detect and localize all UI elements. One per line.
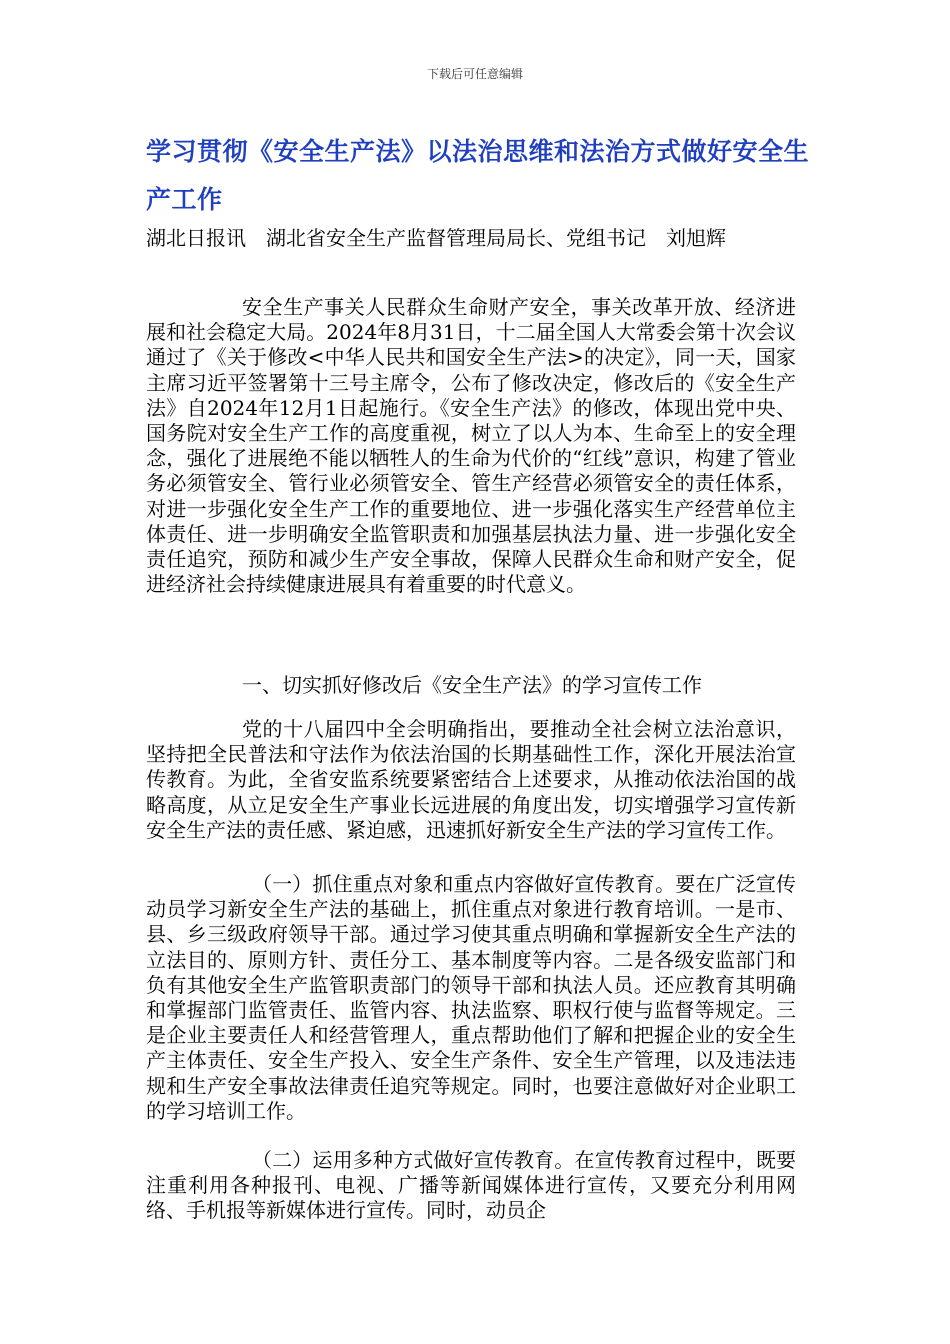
header-note: 下载后可任意编辑 — [426, 67, 523, 81]
article-title: 学习贯彻《安全生产法》以法治思维和法治方式做好安全生产工作 — [146, 137, 810, 214]
paragraph-subsection-1: （一）抓住重点对象和重点内容做好宣传教育。要在广泛宣传动员学习新安全生产法的基础上，抓住重点对象进行教育培训。一是市、县、乡三级政府领导干部。通过学习使其重点明确和掌握新安全生产法的立法目的、原则方针、责任分工、基本制度等内容。二是各级安监部门和负有其他安全生产监管职责部门的领导干部和执法人员。还应教育其明确和掌握部门监管责任、监管内容、执法监察、职权行使与监督等规定。三是企业主要责任人和经营管理人，重点帮助他们了解和把握企业的安全生产主体责任、安全生产投入、安全生产条件、安全生产管理，以及违法违规和生产安全事故法律责任追究等规定。同时，也要注意做好对企业职工的学习培训工作。 — [146, 872, 796, 1123]
paragraph-intro: 安全生产事关人民群众生命财产安全，事关改革开放、经济进展和社会稳定大局。2024年8月31日，十二届全国人大常委会第十次会议通过了《关于修改<中华人民共和国安全生产法>的决定》，同一天，国家主席习近平签署第十三号主席令，公布了修改决定，修改后的《安全生产法》自2024年12月1日起施行。《安全生产法》的修改，体现出党中央、国务院对安全生产工作的高度重视，树立了以人为本、生命至上的安全理念，强化了进展绝不能以牺牲人的生命为代价的“红线”意识，构建了管业务必须管安全、管行业必须管安全、管生产经营必须管安全的责任体系，对进一步强化安全生产工作的重要地位、进一步强化落实生产经营单位主体责任、进一步明确安全监管职责和加强基层执法力量、进一步强化安全责任追究，预防和减少生产安全事故，保障人民群众生命和财产安全，促进经济社会持续健康进展具有着重要的时代意义。 — [146, 295, 796, 597]
article-byline: 湖北日报讯 湖北省安全生产监督管理局局长、党组书记 刘旭辉 — [146, 226, 726, 250]
paragraph-subsection-2: （二）运用多种方式做好宣传教育。在宣传教育过程中，既要注重利用各种报刊、电视、广播等新闻媒体进行宣传，又要充分利用网络、手机报等新媒体进行宣传。同时，动员企 — [146, 1148, 796, 1223]
paragraph-section-1: 党的十八届四中全会明确指出，要推动全社会树立法治意识，坚持把全民普法和守法作为依法治国的长期基础性工作，深化开展法治宣传教育。为此，全省安监系统要紧密结合上述要求，从推动依法治国的战略高度，从立足安全生产事业长远进展的角度出发，切实增强学习宣传新安全生产法的责任感、紧迫感，迅速抓好新安全生产法的学习宣传工作。 — [146, 717, 796, 842]
section-heading-1: 一、切实抓好修改后《安全生产法》的学习宣传工作 — [242, 673, 702, 697]
